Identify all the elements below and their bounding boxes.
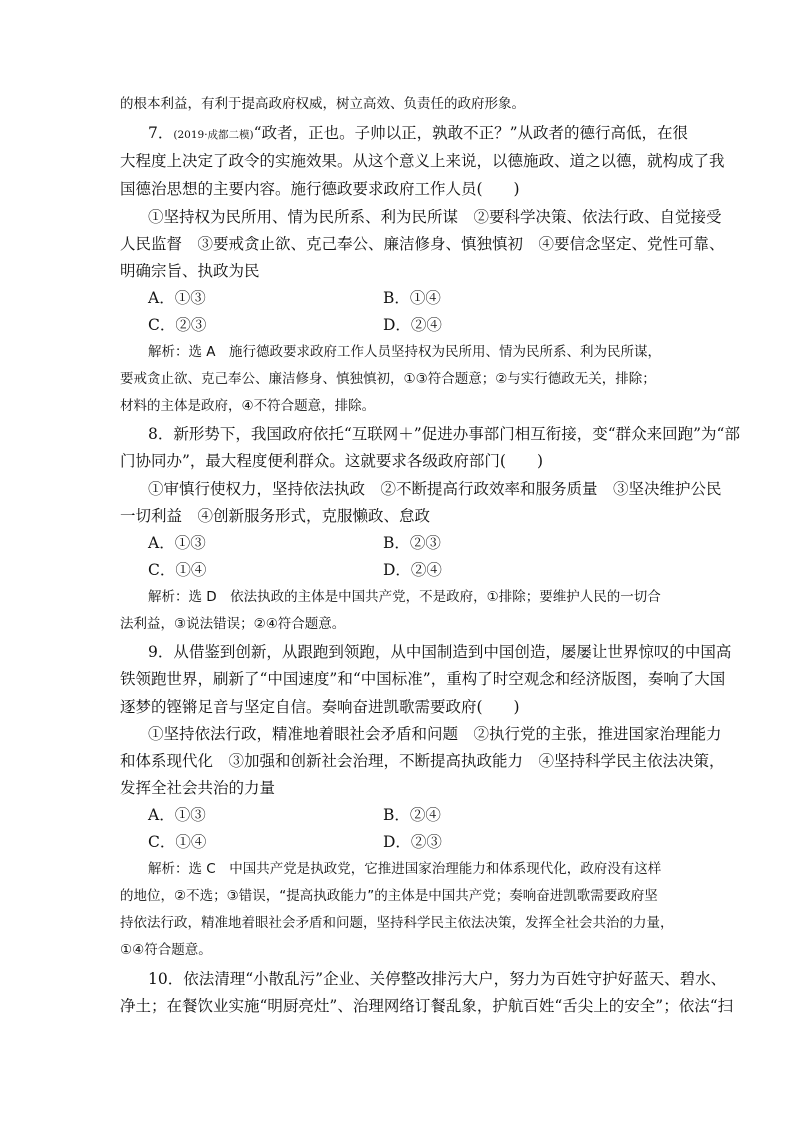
option-a: A．①③ (148, 289, 206, 307)
answer-analysis: 解析：选 A 施行德政要求政府工作人员坚持权为民所用、情为民所系、利为民所谋， (148, 344, 662, 360)
text-line: 大程度上决定了政令的实施效果。从这个意义上来说，以德施政、道之以德，就构成了我 (120, 152, 725, 170)
question-number: 7． (148, 124, 174, 142)
text-line: 铁领跑世界，刷新了“中国速度”和“中国标准”，重构了时空观念和经济版图，奏响了大国 (120, 670, 726, 688)
option-c: C．①④ (148, 833, 207, 851)
text-line: 法利益，③说法错误；②④符合题意。 (120, 616, 346, 632)
question-text: “政者，正也。子帅以正，孰敢不正？”从政者的德行高低，在很 (253, 124, 688, 142)
question-source: (2019·成都二模) (173, 129, 254, 141)
option-c: C．①④ (148, 561, 207, 579)
text-line: 净土；在餐饮业实施“明厨亮灶”、治理网络订餐乱象，护航百姓“舌尖上的安全”；依法“扫 (120, 997, 734, 1015)
text-line: ①④符合题意。 (120, 942, 212, 958)
text-line: 要戒贪止欲、克己奉公、廉洁修身、慎独慎初，①③符合题意；②与实行德政无关，排除； (120, 371, 656, 387)
text-line: 的地位，②不选；③错误，“提高执政能力”的主体是中国共产党；奏响奋进凯歌需要政府坚 (120, 888, 658, 904)
text-line: ①审慎行使权力，坚持依法执政 ②不断提高行政效率和服务质量 ③坚决维护公民 (148, 480, 722, 498)
option-a: A．①③ (148, 534, 206, 552)
text-line: 材料的主体是政府，④不符合题意，排除。 (120, 398, 376, 414)
question-9-first-line: 9．从借鉴到创新，从跟跑到领跑，从中国制造到中国创造，屡屡让世界惊叹的中国高 (148, 643, 732, 661)
option-b: B．②④ (383, 806, 441, 824)
text-line: 的根本利益，有利于提高政府权威，树立高效、负责任的政府形象。 (120, 96, 525, 112)
answer-analysis: 解析：选 D 依法执政的主体是中国共产党，不是政府，①排除；要维护人民的一切合 (148, 589, 661, 605)
text-line: 一切利益 ④创新服务形式，克服懒政、怠政 (120, 507, 431, 525)
option-c: C．②③ (148, 316, 207, 334)
answer-analysis: 解析：选 C 中国共产党是执政党，它推进国家治理能力和体系现代化，政府没有这样 (148, 861, 662, 877)
question-7-first-line (148, 120, 688, 148)
text-line: ①坚持依法行政，精准地着眼社会矛盾和问题 ②执行党的主张，推进国家治理能力 (148, 725, 722, 743)
question-10-first-line: 10．依法清理“小散乱污”企业、关停整改排污大户，努力为百姓守护好蓝天、碧水、 (148, 970, 727, 988)
option-b: B．①④ (383, 289, 441, 307)
option-d: D．②③ (383, 833, 442, 851)
option-d: D．②④ (383, 316, 442, 334)
text-line: 国德治思想的主要内容。施行德政要求政府工作人员( ) (120, 180, 520, 198)
text-line: 门协同办”，最大程度便利群众。这就要求各级政府部门( ) (120, 452, 544, 470)
option-b: B．②③ (383, 534, 441, 552)
text-line: 持依法行政，精准地着眼社会矛盾和问题，坚持科学民主依法决策，发挥全社会共治的力量， (120, 915, 674, 931)
text-line: 明确宗旨、执政为民 (120, 262, 260, 280)
option-a: A．①③ (148, 806, 206, 824)
option-d: D．②④ (383, 561, 442, 579)
text-line: 人民监督 ③要戒贪止欲、克己奉公、廉洁修身、慎独慎初 ④要信念坚定、党性可靠、 (120, 235, 725, 253)
text-line: 和体系现代化 ③加强和创新社会治理，不断提高执政能力 ④坚持科学民主依法决策， (120, 752, 725, 770)
text-line: ①坚持权为民所用、情为民所系、利为民所谋 ②要科学决策、依法行政、自觉接受 (148, 208, 722, 226)
question-8-first-line: 8．新形势下，我国政府依托“互联网＋”促进办事部门相互衔接，变“群众来回跑”为“部 (148, 425, 740, 443)
text-line: 逐梦的铿锵足音与坚定自信。奏响奋进凯歌需要政府( ) (120, 698, 520, 716)
text-line: 发挥全社会共治的力量 (120, 779, 276, 797)
